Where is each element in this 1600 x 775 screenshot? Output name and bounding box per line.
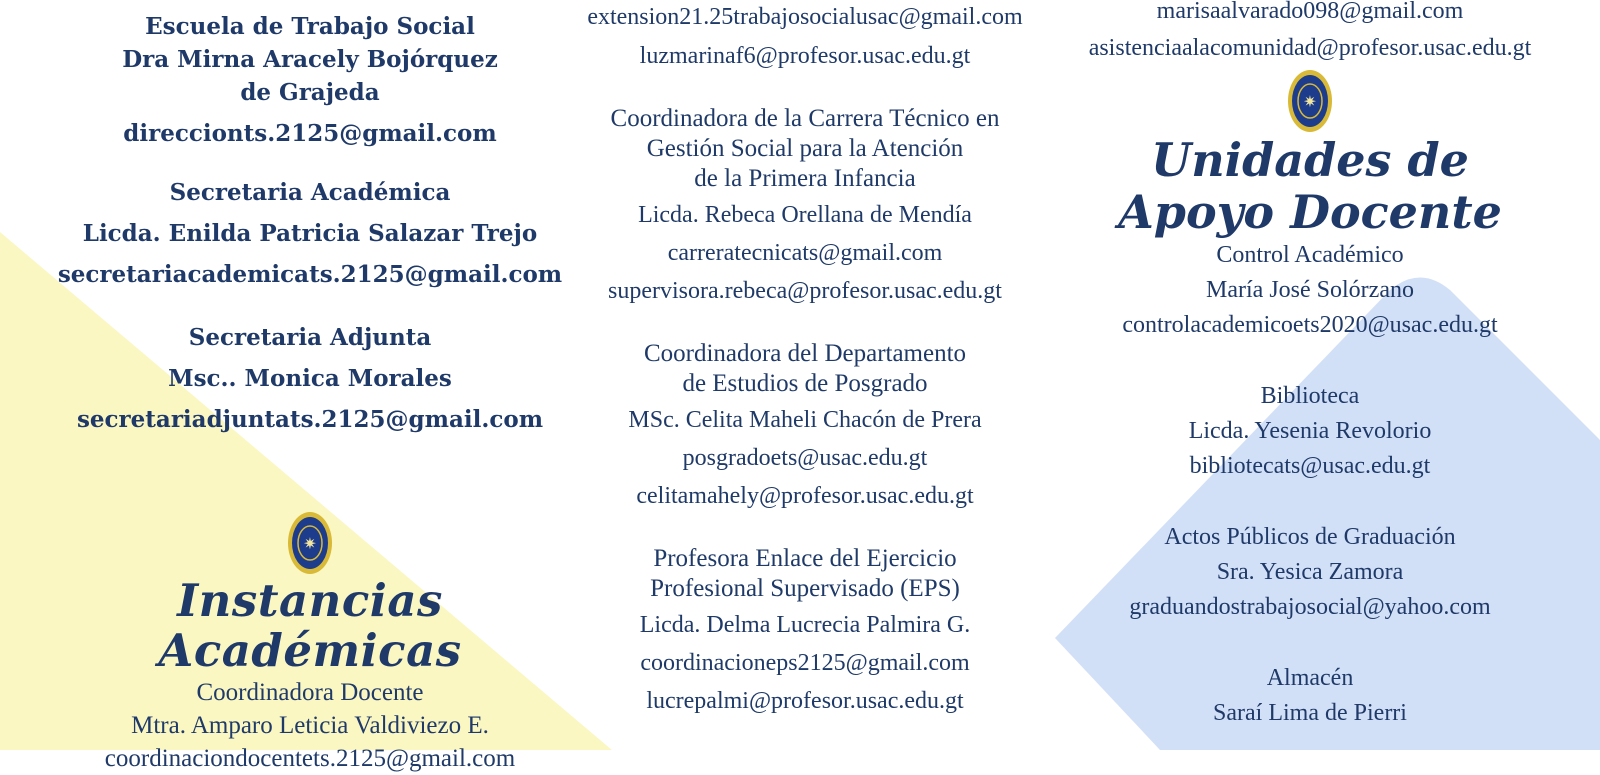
control-name: María José Solórzano — [1206, 277, 1414, 303]
extension-email-1: extension21.25trabajosocialusac@gmail.com — [587, 4, 1023, 30]
svg-text:✷: ✷ — [1303, 92, 1317, 111]
almacen-role: Almacén — [1266, 665, 1354, 691]
tecnico-role-2: Gestión Social para la Atención — [646, 135, 964, 162]
posgrado-email-1: posgradoets@usac.edu.gt — [682, 445, 928, 471]
tecnico-email-2: supervisora.rebeca@profesor.usac.edu.gt — [608, 278, 1002, 304]
university-seal-icon — [1286, 68, 1334, 134]
secretaria-academica-role: Secretaria Académica — [169, 179, 451, 206]
posgrado-name: MSc. Celita Maheli Chacón de Prera — [628, 407, 982, 433]
instancias-academicas-title: Instancias Académicas — [158, 574, 462, 677]
right-column — [1040, 0, 1580, 731]
secretaria-adjunta-name: Msc.. Monica Morales — [168, 365, 452, 392]
secretaria-academica-name: Licda. Enilda Patricia Salazar Trejo — [82, 220, 538, 247]
almacen-name: Saraí Lima de Pierri — [1213, 700, 1407, 726]
tecnico-role-3: de la Primera Infancia — [694, 165, 916, 192]
secretaria-academica-email: secretariacademicats.2125@gmail.com — [57, 261, 563, 288]
posgrado-email-2: celitamahely@profesor.usac.edu.gt — [636, 483, 974, 509]
middle-column — [560, 0, 1050, 719]
actos-role: Actos Públicos de Graduación — [1164, 524, 1456, 550]
actos-name: Sra. Yesica Zamora — [1216, 559, 1404, 585]
svg-text:✷: ✷ — [303, 534, 317, 553]
director-email: direccionts.2125@gmail.com — [123, 120, 497, 147]
tecnico-email-1: carreratecnicats@gmail.com — [667, 240, 943, 266]
control-email: controlacademicoets2020@usac.edu.gt — [1122, 312, 1498, 338]
posgrado-role-1: Coordinadora del Departamento — [643, 340, 967, 367]
posgrado-role-2: de Estudios de Posgrado — [682, 370, 928, 397]
unidades-title-line-1: Unidades de — [1151, 133, 1469, 187]
comunidad-email-2: asistenciaalacomunidad@profesor.usac.edu.gt — [1088, 35, 1532, 61]
biblioteca-email: bibliotecats@usac.edu.gt — [1189, 453, 1431, 479]
eps-email-2: lucrepalmi@profesor.usac.edu.gt — [646, 688, 964, 714]
biblioteca-role: Biblioteca — [1260, 383, 1360, 409]
control-role: Control Académico — [1216, 242, 1404, 268]
actos-email: graduandostrabajosocial@yahoo.com — [1129, 594, 1491, 620]
university-seal-icon — [286, 510, 334, 576]
biblioteca-name: Licda. Yesenia Revolorio — [1188, 418, 1432, 444]
extension-email-2: luzmarinaf6@profesor.usac.edu.gt — [639, 43, 971, 69]
eps-role-2: Profesional Supervisado (EPS) — [650, 575, 960, 602]
coordinadora-docente-name: Mtra. Amparo Leticia Valdiviezo E. — [131, 712, 489, 739]
tecnico-name: Licda. Rebeca Orellana de Mendía — [638, 202, 972, 228]
director-name-cont: de Grajeda — [240, 79, 380, 106]
eps-email-1: coordinacioneps2125@gmail.com — [640, 650, 970, 676]
eps-role-1: Profesora Enlace del Ejercicio — [653, 545, 957, 572]
director-name: Dra Mirna Aracely Bojórquez — [122, 46, 498, 73]
left-column — [40, 10, 580, 775]
tecnico-role-1: Coordinadora de la Carrera Técnico en — [610, 105, 1000, 132]
coordinadora-docente-role: Coordinadora Docente — [196, 679, 424, 706]
coordinadora-docente-email: coordinaciondocentets.2125@gmail.com — [104, 745, 516, 772]
unidades-title-line-2: Apoyo Docente — [1118, 185, 1502, 239]
comunidad-email-1: marisaalvarado098@gmail.com — [1156, 0, 1464, 24]
secretaria-adjunta-email: secretariadjuntats.2125@gmail.com — [76, 406, 544, 433]
eps-name: Licda. Delma Lucrecia Palmira G. — [639, 612, 971, 638]
director-school: Escuela de Trabajo Social — [145, 13, 475, 40]
secretaria-adjunta-role: Secretaria Adjunta — [188, 324, 432, 351]
